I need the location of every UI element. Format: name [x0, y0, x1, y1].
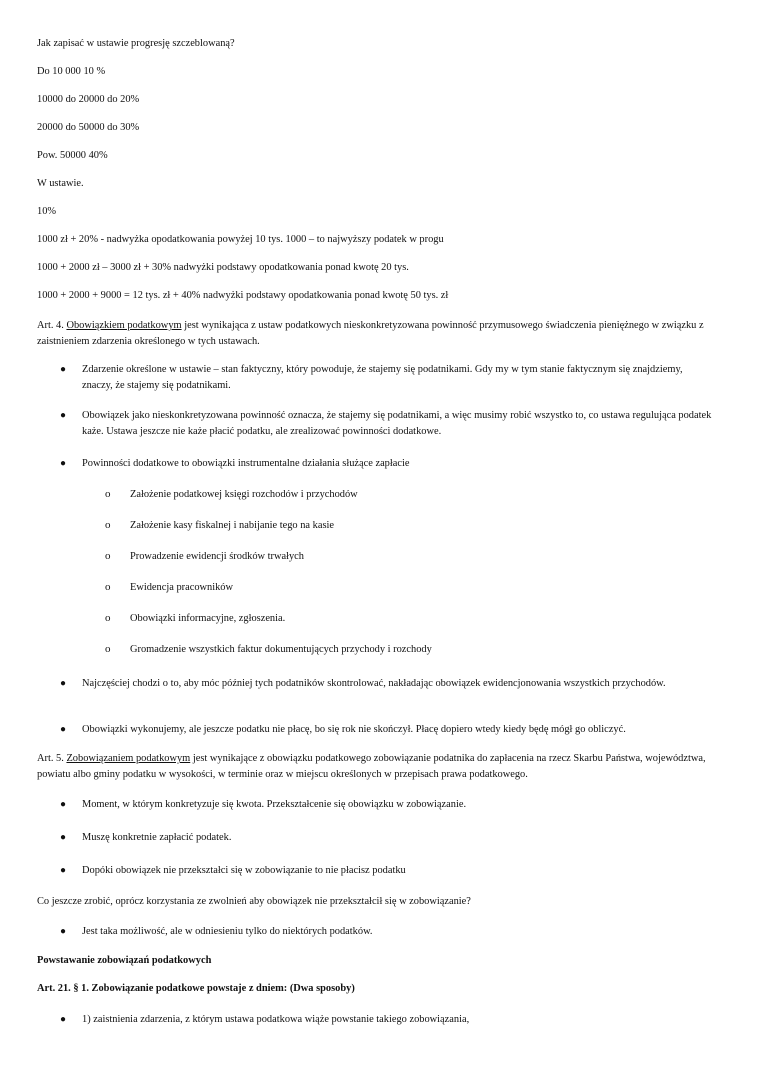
circle-bullet-icon: o — [105, 488, 111, 500]
list-item-text: Obowiązek jako nieskonkretyzowana powinność oznacza, że stajemy się podatnikami, a więc musimy robić wszystko to, co ustawa regulująca podatek każe. Ustawa jeszcze nie każe płacić podatku, ale zrealizować powinności dodatkowe. — [82, 410, 712, 437]
text-line: 1000 + 2000 zł – 3000 zł + 30% nadwyżki podstawy opodatkowania ponad kwotę 20 tys. — [37, 262, 409, 273]
article-5-term: Zobowiązaniem podatkowym — [66, 753, 191, 764]
article-5-prefix: Art. 5. — [37, 753, 64, 764]
text-line: 1000 zł + 20% - nadwyżka opodatkowania powyżej 10 tys. 1000 – to najwyższy podatek w progu — [37, 234, 444, 245]
article-4-paragraph — [37, 318, 717, 350]
bullet-icon: ● — [60, 865, 67, 876]
list-item-text: Zdarzenie określone w ustawie – stan faktyczny, który powoduje, że stajemy się podatnikami. Gdy my w tym stanie faktycznym się znajdziemy, znaczy, że stajemy się podatnikami. — [82, 364, 683, 391]
list-item-text: 1) zaistnienia zdarzenia, z którym ustawa podatkowa wiąże powstanie takiego zobowiązania, — [82, 1014, 470, 1025]
bullet-icon: ● — [60, 678, 67, 689]
circle-bullet-icon: o — [105, 550, 111, 562]
text-line: Pow. 50000 40% — [37, 150, 108, 161]
question-text: Co jeszcze zrobić, oprócz korzystania ze zwolnień aby obowiązek nie przekształcił się w zobowiązanie? — [37, 896, 471, 907]
bullet-icon: ● — [60, 458, 67, 469]
list-item-text: Dopóki obowiązek nie przekształci się w zobowiązanie to nie płacisz podatku — [82, 865, 406, 876]
bullet-icon: ● — [60, 724, 67, 735]
sub-list-item-text: Założenie podatkowej księgi rozchodów i przychodów — [130, 489, 358, 500]
list-item-text: Najczęściej chodzi o to, aby móc później tych podatników skontrolować, nakładając obowiązek ewidencjonowania wszystkich przychodów. — [82, 678, 666, 689]
list-item-text: Jest taka możliwość, ale w odniesieniu tylko do niektórych podatków. — [82, 926, 373, 937]
article-5-paragraph — [37, 751, 717, 783]
bullet-icon: ● — [60, 832, 67, 843]
article-4-term: Obowiązkiem podatkowym — [66, 320, 182, 331]
circle-bullet-icon: o — [105, 643, 111, 655]
sub-list-item-text: Obowiązki informacyjne, zgłoszenia. — [130, 613, 286, 624]
question-text: Jak zapisać w ustawie progresję szczeblowaną? — [37, 38, 235, 49]
list-item-text: Muszę konkretnie zapłacić podatek. — [82, 832, 232, 843]
circle-bullet-icon: o — [105, 519, 111, 531]
article-21-heading: Art. 21. § 1. Zobowiązanie podatkowe powstaje z dniem: (Dwa sposoby) — [37, 983, 355, 994]
sub-list-item-text: Ewidencja pracowników — [130, 582, 234, 593]
sub-list-item-text: Prowadzenie ewidencji środków trwałych — [130, 551, 304, 562]
text-line: 20000 do 50000 do 30% — [37, 122, 140, 133]
bullet-icon: ● — [60, 1014, 67, 1025]
circle-bullet-icon: o — [105, 612, 111, 624]
text-line: Do 10 000 10 % — [37, 66, 106, 77]
bullet-icon: ● — [60, 410, 67, 421]
bullet-icon: ● — [60, 364, 67, 375]
text-line: 10% — [37, 206, 57, 217]
text-line: 10000 do 20000 do 20% — [37, 94, 140, 105]
bullet-icon: ● — [60, 799, 67, 810]
article-4-body: jest wynikająca z ustaw podatkowych nieskonkretyzowana powinność przymusowego świadczenia pieniężnego w związku z zaistnieniem zdarzenia określonego w tych ustawach. — [37, 320, 704, 347]
bullet-icon: ● — [60, 926, 67, 937]
text-line: W ustawie. — [37, 178, 84, 189]
list-item-text: Powinności dodatkowe to obowiązki instrumentalne działania służące zapłacie — [82, 458, 410, 469]
article-5-body: jest wynikające z obowiązku podatkowego zobowiązanie podatnika do zapłacenia na rzecz Skarbu Państwa, województwa, powiatu albo gminy podatku w wysokości, w terminie oraz w miejscu określonych w przepisach prawa podatkowego. — [37, 753, 706, 780]
article-4-prefix: Art. 4. — [37, 320, 64, 331]
circle-bullet-icon: o — [105, 581, 111, 593]
sub-list-item-text: Założenie kasy fiskalnej i nabijanie tego na kasie — [130, 520, 334, 531]
section-heading: Powstawanie zobowiązań podatkowych — [37, 955, 212, 966]
text-line: 1000 + 2000 + 9000 = 12 tys. zł + 40% nadwyżki podstawy opodatkowania ponad kwotę 50 tys. zł — [37, 290, 449, 301]
list-item-text: Moment, w którym konkretyzuje się kwota. Przekształcenie się obowiązku w zobowiązanie. — [82, 799, 467, 810]
list-item-text: Obowiązki wykonujemy, ale jeszcze podatku nie płacę, bo się rok nie skończył. Płacę dopiero wtedy kiedy będę mógł go obliczyć. — [82, 724, 626, 735]
sub-list-item-text: Gromadzenie wszystkich faktur dokumentujących przychody i rozchody — [130, 644, 432, 655]
